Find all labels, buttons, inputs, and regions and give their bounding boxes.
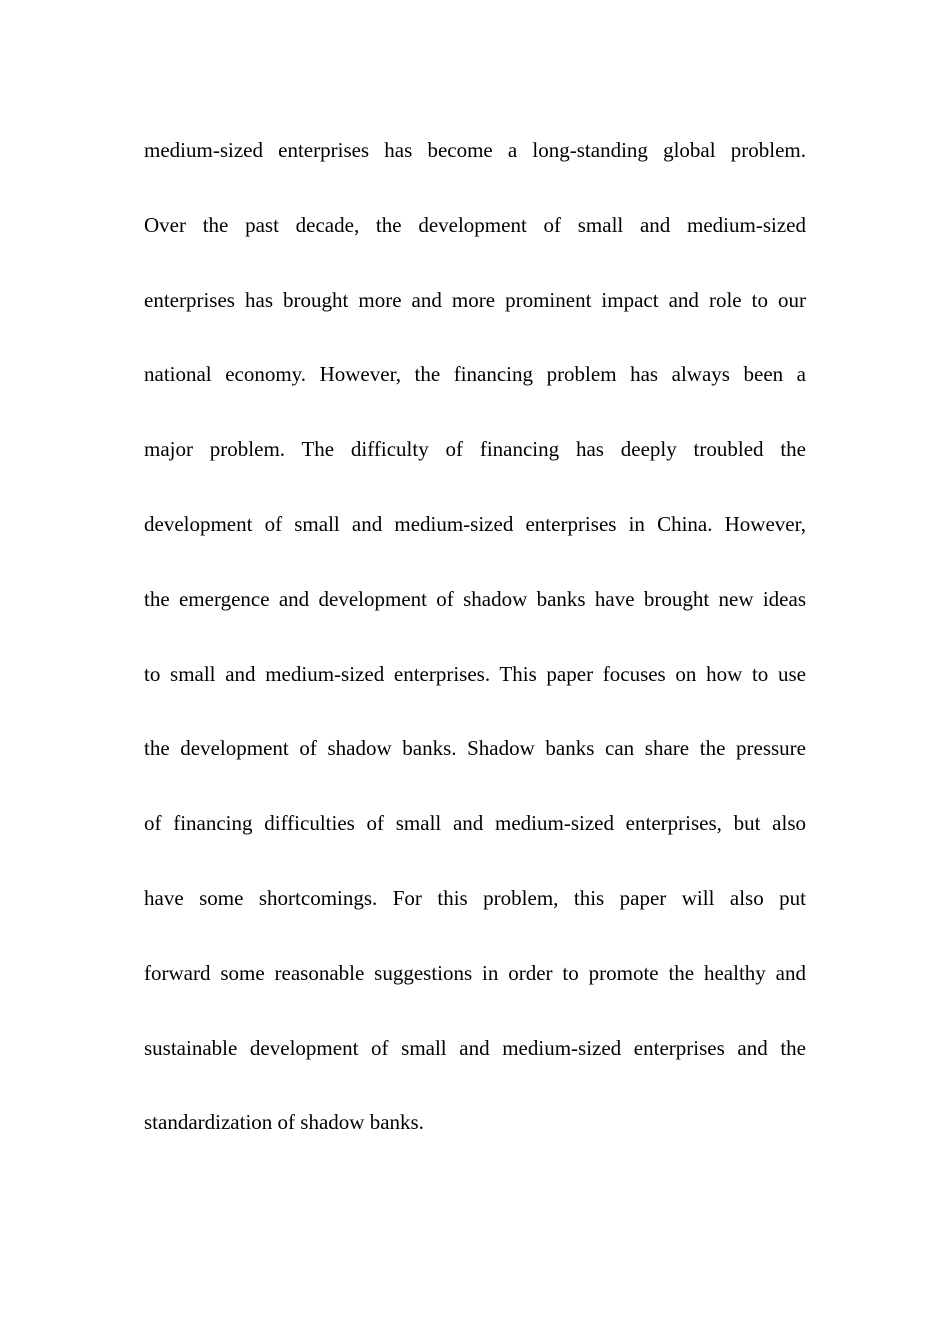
paragraph-line: national economy. However, the financing problem has always been a <box>144 362 806 387</box>
paragraph-line: the development of shadow banks. Shadow banks can share the pressure <box>144 736 806 761</box>
paragraph-line: to small and medium-sized enterprises. This paper focuses on how to use <box>144 661 806 686</box>
paragraph-line: have some shortcomings. For this problem, this paper will also put <box>144 885 806 910</box>
body-paragraph <box>144 131 806 1178</box>
paragraph-line: medium-sized enterprises has become a long-standing global problem. <box>144 138 806 162</box>
paragraph-line: development of small and medium-sized enterprises in China. However, <box>144 511 806 536</box>
paragraph-line: sustainable development of small and medium-sized enterprises and the <box>144 1035 806 1060</box>
paragraph-line: enterprises has brought more and more prominent impact and role to our <box>144 287 806 312</box>
paragraph-line: of financing difficulties of small and medium-sized enterprises, but also <box>144 811 806 836</box>
paragraph-line: Over the past decade, the development of small and medium-sized <box>144 212 806 237</box>
paragraph-line: major problem. The difficulty of financing has deeply troubled the <box>144 437 806 462</box>
paragraph-line: standardization of shadow banks. <box>144 1110 424 1135</box>
paragraph-line: the emergence and development of shadow banks have brought new ideas <box>144 586 806 611</box>
paragraph-line: forward some reasonable suggestions in order to promote the healthy and <box>144 960 806 985</box>
